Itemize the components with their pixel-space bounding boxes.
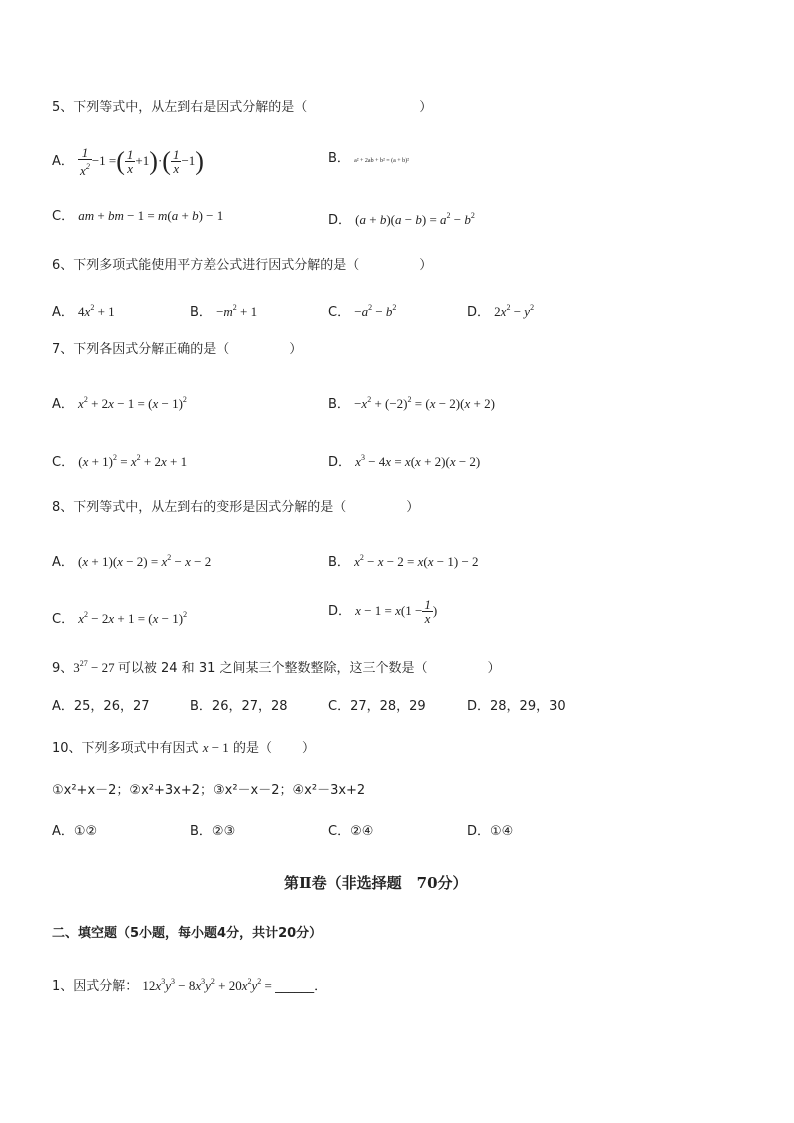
option-label: D． [328, 455, 352, 470]
question-text: 可以被 24 和 31 之间某三个整数整除，这三个数是（ [117, 661, 428, 676]
option-label: D． [328, 213, 352, 228]
fraction: $\frac{1}{x}$ [126, 147, 134, 176]
question-text: 10、下列多项式中有因式 [52, 741, 199, 756]
question-7-option-a: A． $x^2 + 2x - 1 = (x - 1)^2$ [52, 395, 187, 412]
bracket-close: ） [301, 741, 315, 756]
question-10-items: ①x²+x－2；②x²+3x+2；③x²－x－2；④x²－3x+2 [52, 783, 366, 798]
section-2-title: 二、填空题（5小题，每小题4分，共计20分） [52, 926, 323, 941]
question-8-option-b: B． $x^2 - x - 2 = x(x - 1) - 2$ [328, 553, 479, 570]
option-label: C． [328, 305, 351, 320]
question-6-option-d: D． $2x^2 - y^2$ [467, 303, 535, 320]
question-7-option-d: D． $x^3 - 4x = x(x + 2)(x - 2)$ [328, 453, 481, 470]
question-10-option-d: D．①④ [467, 824, 514, 839]
question-text: 8、下列等式中，从左到右的变形是因式分解的是（ [52, 500, 347, 515]
bracket-close: ） [419, 100, 433, 115]
bracket-close: ） [406, 500, 420, 515]
question-5-option-a: A． $\frac{1}{x^2}$ −1 =( $\frac{1}{x}$ +1)·( $\frac{1}{x}$ −1) [52, 145, 204, 178]
option-label: C． [52, 209, 75, 224]
option-label: B． [328, 397, 350, 412]
answer-blank: ______ [275, 979, 315, 994]
bracket-close: ） [487, 661, 501, 676]
bracket-close: ） [419, 258, 433, 273]
question-8-option-a: A． $(x + 1)(x - 2) = x^2 - x - 2$ [52, 553, 212, 570]
question-9-stem: 9、$3^{27} - 27$ 可以被 24 和 31 之间某三个整数整除，这三个数是（ ） [52, 659, 501, 676]
question-number: 9、 [52, 661, 74, 676]
fraction: $\frac{1}{x}$ [424, 597, 431, 626]
question-10-option-c: C．②④ [328, 824, 374, 839]
fill-question-1: 1、因式分解： $12x^3y^3 - 8x^3y^2 + 20x^2y^2$ = ______． [52, 977, 328, 994]
question-10-stem: 10、下列多项式中有因式 x − 1 的是（ ） [52, 740, 315, 756]
option-label: C． [52, 455, 75, 470]
question-text: 6、下列多项式能使用平方差公式进行因式分解的是（ [52, 258, 360, 273]
question-9-option-d: D．28，29，30 [467, 699, 566, 714]
question-10-option-a: A．①② [52, 824, 98, 839]
question-5-option-b [328, 149, 409, 171]
question-text: 7、下列各因式分解正确的是（ [52, 342, 230, 357]
option-label: D． [328, 604, 352, 619]
question-7-option-b: B． $-x^2 + (-2)^2 = (x - 2)(x + 2)$ [328, 395, 495, 412]
question-6-option-a: A． $4x^2 + 1$ [52, 303, 115, 320]
question-6-stem [52, 256, 432, 276]
option-label: D． [467, 305, 491, 320]
question-9-option-b: B．26，27，28 [190, 699, 288, 714]
question-8-stem [52, 498, 419, 518]
question-9-option-c: C．27，28，29 [328, 699, 426, 714]
question-7-stem [52, 340, 302, 360]
part-2-title: 第Ⅱ卷（非选择题 70分） [284, 874, 468, 892]
question-text: 5、下列等式中，从左到右是因式分解的是（ [52, 100, 308, 115]
question-8-option-d: D． x − 1 = x(1 − $\frac{1}{x}$ ) [328, 597, 438, 626]
question-10-option-b: B．②③ [190, 824, 236, 839]
option-label: A． [52, 397, 74, 412]
option-label: A． [52, 154, 74, 169]
question-6-option-b: B． $-m^2 + 1$ [190, 303, 258, 320]
question-9-option-a: A．25，26，27 [52, 699, 150, 714]
question-text: 的是（ [232, 741, 272, 756]
option-label: B． [328, 151, 350, 166]
question-5-option-c: C． am + bm − 1 = m(a + b) − 1 [52, 208, 224, 224]
option-expression: a² + 2ab + b² = (a + b)² [354, 158, 409, 164]
question-text: 1、因式分解： [52, 979, 139, 994]
option-label: A． [52, 555, 74, 570]
question-5-stem [52, 98, 432, 118]
option-label: B． [328, 555, 350, 570]
question-8-option-c: C． $x^2 - 2x + 1 = (x - 1)^2$ [52, 610, 188, 627]
question-6-option-c: C． $-a^2 - b^2$ [328, 303, 397, 320]
bracket-close: ） [289, 342, 303, 357]
option-label: A． [52, 305, 74, 320]
question-5-option-d: D． $(a + b)(a - b) = a^2 - b^2$ [328, 211, 475, 228]
question-7-option-c: C． $(x + 1)^2 = x^2 + 2x + 1$ [52, 453, 188, 470]
option-label: C． [52, 612, 75, 627]
fraction: $\frac{1}{x}$ [172, 147, 180, 176]
option-label: B． [190, 305, 212, 320]
fraction: $\frac{1}{x^2}$ [80, 145, 90, 178]
period: ． [314, 979, 328, 994]
